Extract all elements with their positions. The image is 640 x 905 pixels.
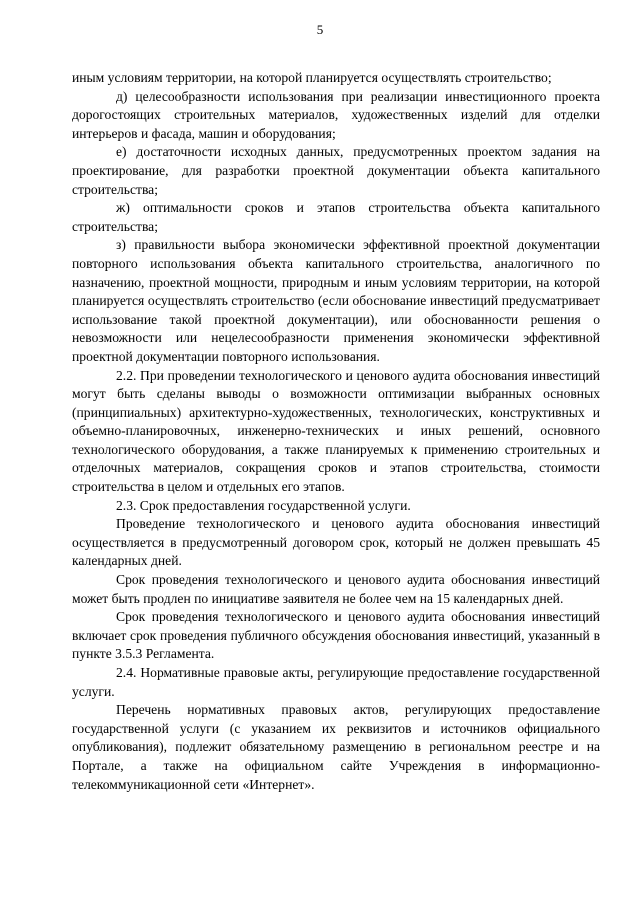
paragraph-item-z: з) правильности выбора экономически эффективной проектной документации повторного использования объекта капитального строительства, аналогичного по назначению, проектной мощности, природным и иным условиям территории, на которой планируется осуществлять строительство (если обоснование инвестиций предусматривает использование такой проектной документации), или обоснованности решения о невозможности или нецелесообразности применения экономически эффективной проектной документации повторного использования. — [72, 237, 600, 364]
paragraph-item-zh: ж) оптимальности сроков и этапов строительства объекта капитального строительства; — [72, 200, 600, 234]
page-number: 5 — [316, 22, 324, 37]
paragraph-term-public-discussion: Срок проведения технологического и ценового аудита обоснования инвестиций включает срок проведения публичного обсуждения обоснования инвестиций, указанный в пункте 3.5.3 Регламента. — [72, 609, 600, 662]
paragraph-term-main: Проведение технологического и ценового аудита обоснования инвестиций осуществляется в предусмотренный договором срок, который не должен превышать 45 календарных дней. — [72, 516, 600, 569]
document-body — [72, 69, 600, 794]
paragraph-section-2-3-heading: 2.3. Срок предоставления государственной услуги. — [116, 497, 411, 513]
paragraph-term-extension: Срок проведения технологического и ценового аудита обоснования инвестиций может быть продлен по инициативе заявителя не более чем на 15 календарных дней. — [72, 572, 600, 606]
paragraph-continuation: иным условиям территории, на которой планируется осуществлять строительство; — [72, 70, 552, 85]
paragraph-item-d: д) целесообразности использования при реализации инвестиционного проекта дорогостоящих строительных материалов, художественных изделий для отделки интерьеров и фасада, машин и оборудования; — [72, 88, 600, 141]
paragraph-legal-acts-list: Перечень нормативных правовых актов, регулирующих предоставление государственной услуги (с указанием их реквизитов и источников официального опубликования), подлежит обязательному размещению в региональном реестре и на Портале, а также на официальном сайте Учреждения в информационно-телекоммуникационной сети «Интернет». — [72, 702, 600, 792]
paragraph-item-e: е) достаточности исходных данных, предусмотренных проектом задания на проектирование, для разработки проектной документации объекта капитального строительства; — [72, 144, 600, 197]
paragraph-section-2-4-heading: 2.4. Нормативные правовые акты, регулирующие предоставление государственной услуги. — [72, 665, 600, 699]
paragraph-section-2-2: 2.2. При проведении технологического и ценового аудита обоснования инвестиций могут быть сделаны выводы о возможности оптимизации выбранных основных (принципиальных) архитектурно-художественных, технологических, конструктивных и объемно-планировочных, инженерно-технических и иных решений, основного технологического оборудования, а также планируемых к применению строительных и отделочных материалов, сокращения сроков и этапов строительства, стоимости строительства в целом и отдельных его этапов. — [72, 367, 600, 495]
